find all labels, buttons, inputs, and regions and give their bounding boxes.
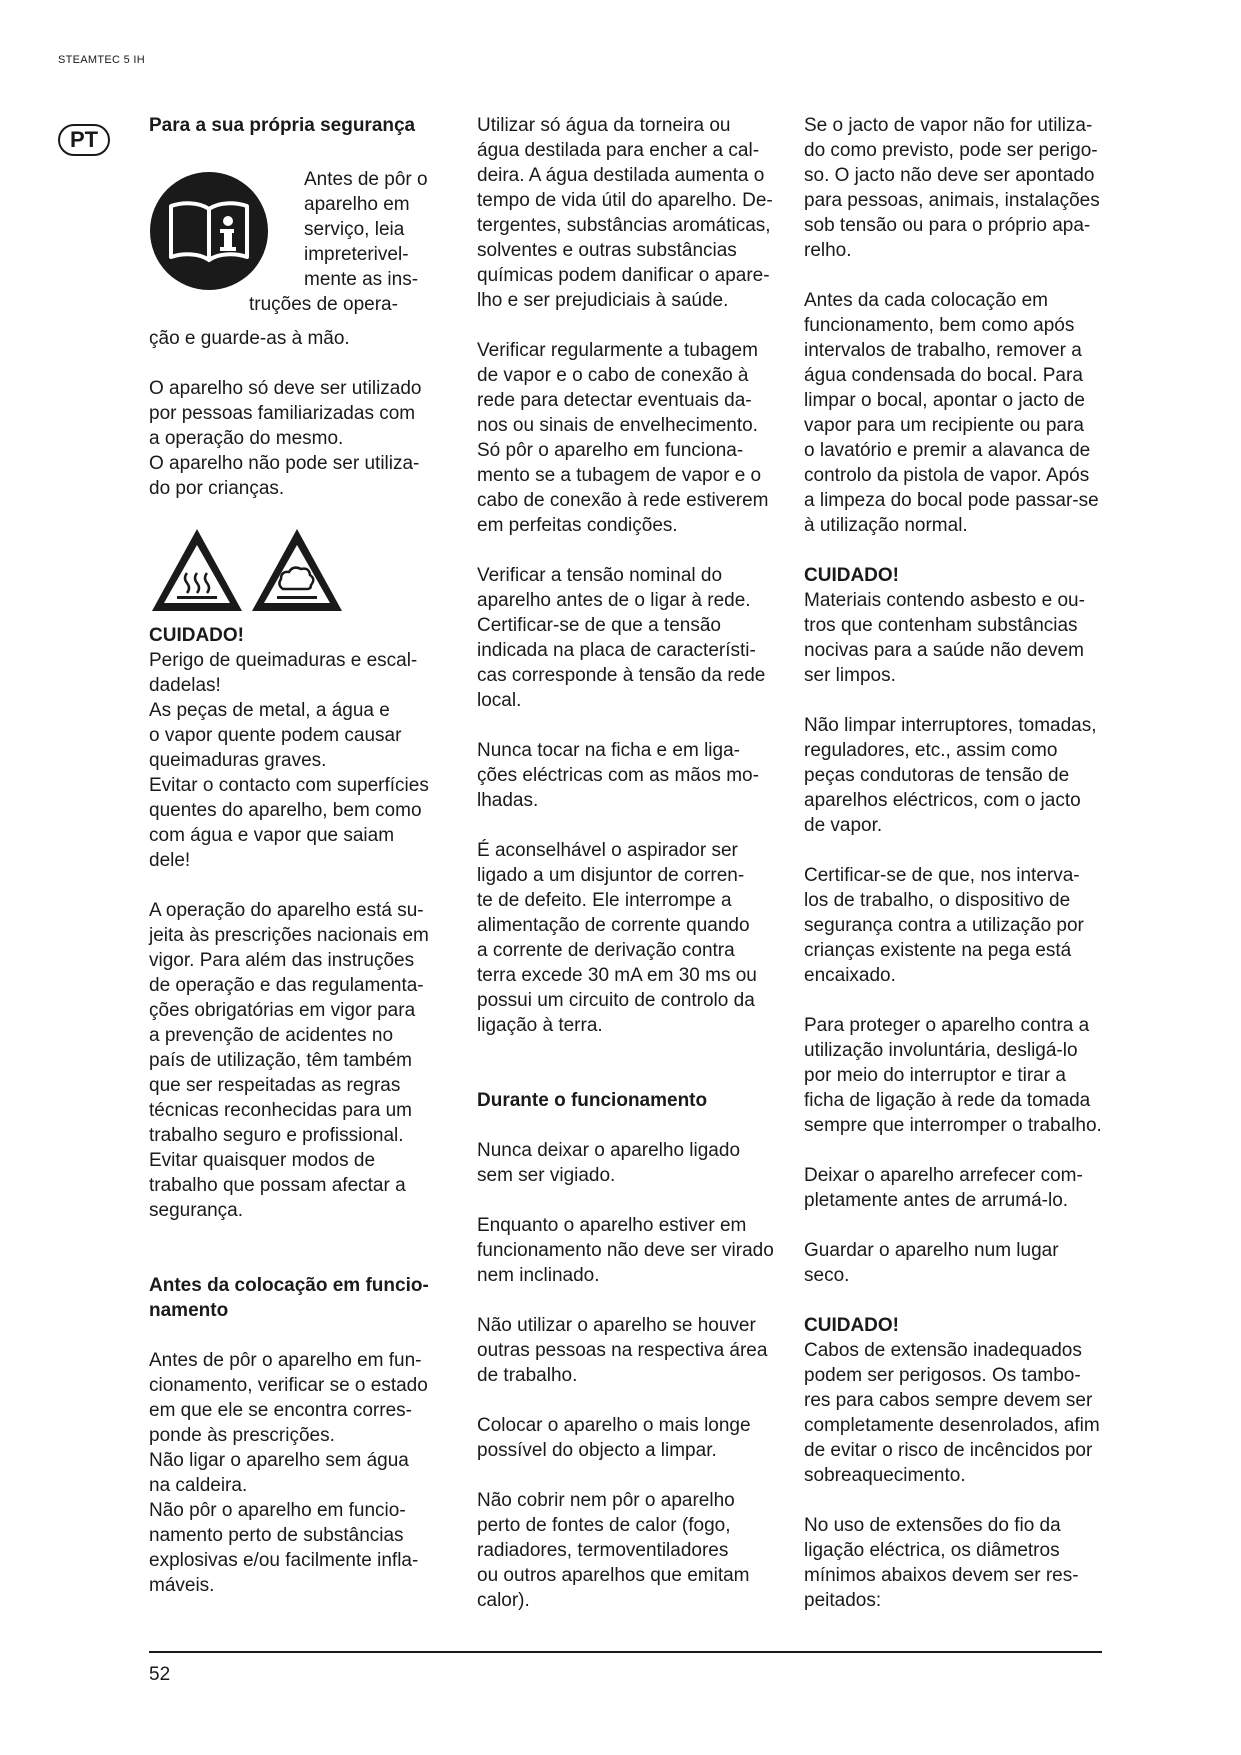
text-line: o vapor quente podem causar — [149, 725, 402, 746]
text-line: outras pessoas na respectiva área — [477, 1340, 768, 1361]
text-line: A operação do aparelho está su- — [149, 900, 424, 921]
text-line: relho. — [804, 240, 852, 261]
text-line: vapor para um recipiente ou para — [804, 415, 1084, 436]
text-line: Nunca tocar na ficha e em liga- — [477, 740, 740, 761]
text-line: possível do objecto a limpar. — [477, 1440, 717, 1461]
text-line: res para cabos sempre devem ser — [804, 1390, 1093, 1411]
text-line: terra excede 30 mA em 30 ms ou — [477, 965, 757, 986]
text-line: possui um circuito de controlo da — [477, 990, 755, 1011]
text-line: mínimos abaixos devem ser res- — [804, 1565, 1079, 1586]
text-line: de operação e das regulamenta- — [149, 975, 424, 996]
text-line: de vapor e o cabo de conexão à — [477, 365, 749, 386]
text-line: tempo de vida útil do aparelho. De- — [477, 190, 773, 211]
text-line: Evitar quaisquer modos de — [149, 1150, 376, 1171]
text-line: controlo da pistola de vapor. Após — [804, 465, 1090, 486]
text-line: dadelas! — [149, 675, 221, 696]
text-line: para pessoas, animais, instalações — [804, 190, 1100, 211]
text-line: trabalho seguro e profissional. — [149, 1125, 404, 1146]
column-1 — [149, 113, 435, 1598]
text-line: Não limpar interruptores, tomadas, — [804, 715, 1097, 736]
text-line: reguladores, etc., assim como — [804, 740, 1058, 761]
text-line: Materiais contendo asbesto e ou- — [804, 590, 1085, 611]
text-line: aparelhos eléctricos, com o jacto — [804, 790, 1081, 811]
text-line: cas corresponde à tensão da rede — [477, 665, 766, 686]
text-line: explosivas e/ou facilmente infla- — [149, 1550, 419, 1571]
text-line: a operação do mesmo. — [149, 428, 344, 449]
text-line: Certificar-se de que, nos interva- — [804, 865, 1080, 886]
text-line: técnicas reconhecidas para um — [149, 1100, 412, 1121]
text-line: ligação eléctrica, os diâmetros — [804, 1540, 1060, 1561]
text-line: a prevenção de acidentes no — [149, 1025, 394, 1046]
text-line: água destilada para encher a cal- — [477, 140, 760, 161]
text-line: nos ou sinais de envelhecimento. — [477, 415, 758, 436]
text-line: na caldeira. — [149, 1475, 248, 1496]
text-line: lhadas. — [477, 790, 539, 811]
text-line: dele! — [149, 850, 191, 871]
header-model: STEAMTEC 5 IH — [58, 54, 146, 66]
text-line: ou outros aparelhos que emitam — [477, 1565, 750, 1586]
text-line: em perfeitas condições. — [477, 515, 678, 536]
text-line: É aconselhável o aspirador ser — [477, 840, 738, 861]
section-heading: Antes da colocação em funcio- — [149, 1275, 429, 1296]
text-line: Antes da cada colocação em — [804, 290, 1048, 311]
text-line: ligação à terra. — [477, 1015, 603, 1036]
text-line: namento perto de substâncias — [149, 1525, 404, 1546]
text-line: sem ser vigiado. — [477, 1165, 616, 1186]
text-line: Não ligar o aparelho sem água — [149, 1450, 409, 1471]
caution-heading: CUIDADO! — [149, 625, 244, 646]
text-line: segurança. — [149, 1200, 244, 1221]
text-line: queimaduras graves. — [149, 750, 327, 771]
warning-icons — [149, 525, 435, 615]
text-line: sobreaquecimento. — [804, 1465, 966, 1486]
section-heading: Para a sua própria segurança — [149, 115, 416, 136]
text-line: Certificar-se de que a tensão — [477, 615, 721, 636]
text-line: Enquanto o aparelho estiver em — [477, 1215, 747, 1236]
text-line: podem ser perigosos. Os tambo- — [804, 1365, 1081, 1386]
text-line: do como previsto, pode ser perigo- — [804, 140, 1098, 161]
text-line: a corrente de derivação contra — [477, 940, 735, 961]
hot-surface-warning-icon — [149, 525, 245, 615]
text-line: calor). — [477, 1590, 530, 1611]
text-line: máveis. — [149, 1575, 215, 1596]
text-line: Deixar o aparelho arrefecer com- — [804, 1165, 1083, 1186]
text-line: água condensada do bocal. Para — [804, 365, 1083, 386]
caution-heading: CUIDADO! — [804, 565, 899, 586]
text-line: lho e ser prejudiciais à saúde. — [477, 290, 729, 311]
text-line: jeita às prescrições nacionais em — [149, 925, 429, 946]
text-line: Verificar a tensão nominal do — [477, 565, 723, 586]
text-line: los de trabalho, o dispositivo de — [804, 890, 1071, 911]
text-line: sob tensão ou para o próprio apa- — [804, 215, 1091, 236]
text-line: a limpeza do bocal pode passar-se — [804, 490, 1099, 511]
text-line: ficha de ligação à rede da tomada — [804, 1090, 1091, 1111]
text-line: que ser respeitadas as regras — [149, 1075, 401, 1096]
text-line: indicada na placa de característi- — [477, 640, 756, 661]
text-line: sempre que interromper o trabalho. — [804, 1115, 1102, 1136]
text-line: Guardar o aparelho num lugar — [804, 1240, 1059, 1261]
text-line: Não pôr o aparelho em funcio- — [149, 1500, 406, 1521]
text-line: O aparelho não pode ser utiliza- — [149, 453, 420, 474]
text-line: ções obrigatórias em vigor para — [149, 1000, 416, 1021]
text-line: por meio do interruptor e tirar a — [804, 1065, 1066, 1086]
text-line: Para proteger o aparelho contra a — [804, 1015, 1090, 1036]
text-line: peitados: — [804, 1590, 882, 1611]
text-line: nocivas para a saúde não devem — [804, 640, 1084, 661]
column-3 — [804, 113, 1109, 1613]
read-manual-icon — [149, 171, 269, 291]
text-line: país de utilização, têm também — [149, 1050, 412, 1071]
text-line: No uso de extensões do fio da — [804, 1515, 1061, 1536]
text-line: quentes do aparelho, bem como — [149, 800, 422, 821]
text-line: intervalos de trabalho, remover a — [804, 340, 1082, 361]
text-line: químicas podem danificar o apare- — [477, 265, 770, 286]
text-line: ção e guarde-as à mão. — [149, 328, 350, 349]
info-text — [249, 167, 428, 317]
text-line: local. — [477, 690, 522, 711]
text-line: radiadores, termoventiladores — [477, 1540, 729, 1561]
text-line: pletamente antes de arrumá-lo. — [804, 1190, 1069, 1211]
text-line: ser limpos. — [804, 665, 896, 686]
text-line: Só pôr o aparelho em funciona- — [477, 440, 744, 461]
text-line: cionamento, verificar se o estado — [149, 1375, 428, 1396]
text-line: tergentes, substâncias aromáticas, — [477, 215, 771, 236]
text-line: limpar o bocal, apontar o jacto de — [804, 390, 1085, 411]
column-2 — [477, 113, 777, 1613]
text-line: te de defeito. Ele interrompe a — [477, 890, 732, 911]
text-line: serviço, leia — [304, 219, 405, 240]
text-line: solventes e outras substâncias — [477, 240, 737, 261]
text-line: Perigo de queimaduras e escal- — [149, 650, 418, 671]
text-line: segurança contra a utilização por — [804, 915, 1084, 936]
text-line: Utilizar só água da torneira ou — [477, 115, 731, 136]
text-line: Colocar o aparelho o mais longe — [477, 1415, 751, 1436]
text-line: com água e vapor que saiam — [149, 825, 395, 846]
text-line: mento se a tubagem de vapor e o — [477, 465, 762, 486]
text-line: encaixado. — [804, 965, 896, 986]
text-line: de trabalho. — [477, 1365, 578, 1386]
text-line: rede para detectar eventuais da- — [477, 390, 752, 411]
text-line: em que ele se encontra corres- — [149, 1400, 412, 1421]
section-heading: Durante o funcionamento — [477, 1090, 708, 1111]
text-line: ções eléctricas com as mãos mo- — [477, 765, 759, 786]
text-line: cabo de conexão à rede estiverem — [477, 490, 769, 511]
text-line: truções de opera- — [249, 294, 398, 315]
text-line: ponde às prescrições. — [149, 1425, 335, 1446]
text-line: perto de fontes de calor (fogo, — [477, 1515, 731, 1536]
text-line: peças condutoras de tensão de — [804, 765, 1070, 786]
text-line: tros que contenham substâncias — [804, 615, 1078, 636]
text-line: vigor. Para além das instruções — [149, 950, 415, 971]
text-line: As peças de metal, a água e — [149, 700, 390, 721]
text-line: deira. A água destilada aumenta o — [477, 165, 765, 186]
text-line: completamente desenrolados, afim — [804, 1415, 1100, 1436]
text-line: crianças existente na pega está — [804, 940, 1072, 961]
text-line: impreterivel- — [304, 244, 409, 265]
text-line: mente as ins- — [304, 269, 419, 290]
text-line: O aparelho só deve ser utilizado — [149, 378, 422, 399]
text-line: Nunca deixar o aparelho ligado — [477, 1140, 741, 1161]
text-line: Cabos de extensão inadequados — [804, 1340, 1082, 1361]
text-line: Antes de pôr o — [304, 169, 428, 190]
footer-divider — [149, 1651, 1102, 1653]
info-block — [149, 167, 435, 334]
text-line: por pessoas familiarizadas com — [149, 403, 416, 424]
text-line: funcionamento não deve ser virado — [477, 1240, 774, 1261]
text-line: utilização involuntária, desligá-lo — [804, 1040, 1078, 1061]
text-line: de vapor. — [804, 815, 883, 836]
text-line: do por crianças. — [149, 478, 285, 499]
text-line: funcionamento, bem como após — [804, 315, 1075, 336]
text-line: alimentação de corrente quando — [477, 915, 750, 936]
text-line: Não cobrir nem pôr o aparelho — [477, 1490, 735, 1511]
text-line: ligado a um disjuntor de corren- — [477, 865, 745, 886]
text-line: à utilização normal. — [804, 515, 968, 536]
text-line: Verificar regularmente a tubagem — [477, 340, 758, 361]
text-line: trabalho que possam afectar a — [149, 1175, 406, 1196]
text-line: Não utilizar o aparelho se houver — [477, 1315, 756, 1336]
text-line: o lavatório e premir a alavanca de — [804, 440, 1091, 461]
text-line: Antes de pôr o aparelho em fun- — [149, 1350, 422, 1371]
page-number: 52 — [149, 1664, 171, 1685]
text-line: de evitar o risco de incêncidos por — [804, 1440, 1093, 1461]
text-line: so. O jacto não deve ser apontado — [804, 165, 1095, 186]
text-line: seco. — [804, 1265, 850, 1286]
language-badge: PT — [58, 124, 110, 156]
text-line: aparelho em — [304, 194, 410, 215]
text-line: Se o jacto de vapor não for utiliza- — [804, 115, 1093, 136]
caution-heading: CUIDADO! — [804, 1315, 899, 1336]
text-line: Evitar o contacto com superfícies — [149, 775, 429, 796]
section-heading: namento — [149, 1300, 229, 1321]
text-line: nem inclinado. — [477, 1265, 600, 1286]
text-line: aparelho antes de o ligar à rede. — [477, 590, 751, 611]
hot-steam-warning-icon — [249, 525, 345, 615]
